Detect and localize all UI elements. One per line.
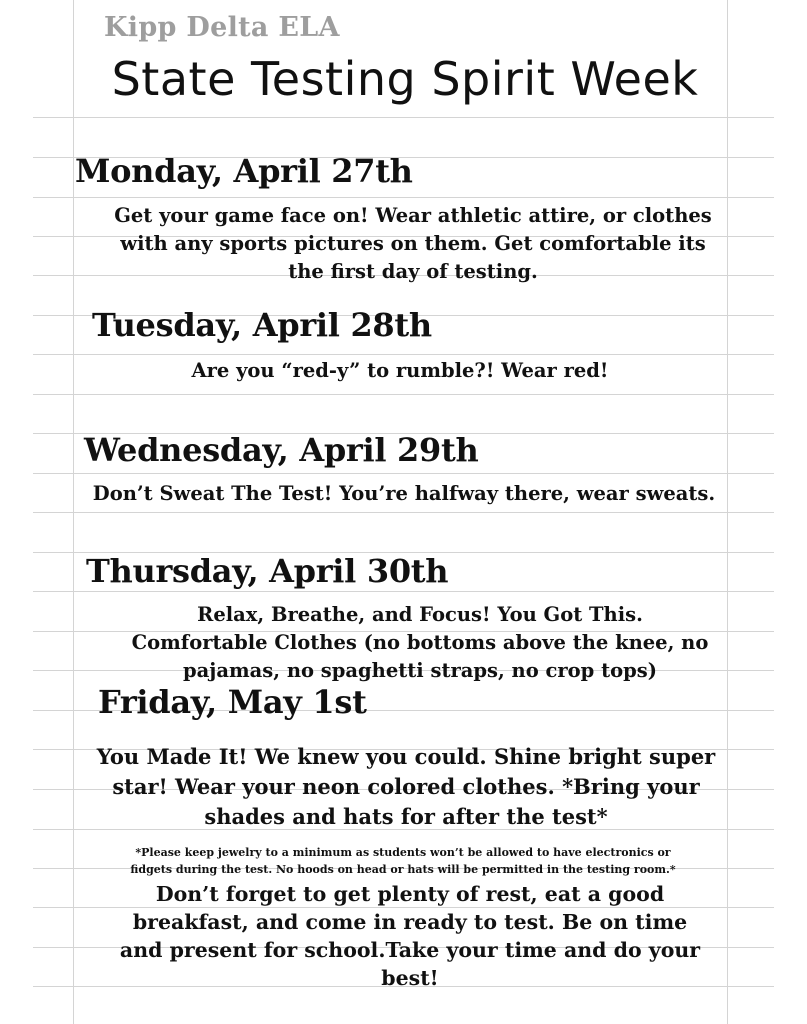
description-line: Comfortable Clothes (no bottoms above the knee, no <box>131 631 709 654</box>
closing-line: breakfast, and come in ready to test. Be on time <box>132 910 688 934</box>
description-line: Get your game face on! Wear athletic attire, or clothes <box>114 204 712 227</box>
closing-message <box>80 880 740 992</box>
ruled-line <box>33 394 774 395</box>
description-line: pajamas, no spaghetti straps, no crop tops) <box>183 659 657 682</box>
ruled-line <box>33 591 774 592</box>
description-line: You Made It! We knew you could. Shine bright super <box>96 744 716 769</box>
day-heading-wednesday: Wednesday, April 29th <box>84 431 479 469</box>
description-line: shades and hats for after the test* <box>204 804 608 829</box>
closing-line: best! <box>381 966 439 990</box>
day-description-friday <box>70 742 742 832</box>
description-line: with any sports pictures on them. Get comfortable its <box>120 232 706 255</box>
margin-line <box>727 0 728 1024</box>
day-heading-tuesday: Tuesday, April 28th <box>92 306 432 344</box>
margin-line <box>73 0 74 1024</box>
note-line: *Please keep jewelry to a minimum as students won’t be allowed to have electronics or <box>135 846 671 859</box>
day-description-monday <box>80 202 746 286</box>
closing-line: and present for school.Take your time and do your <box>119 938 701 962</box>
day-heading-thursday: Thursday, April 30th <box>86 552 449 590</box>
closing-line: Don’t forget to get plenty of rest, eat a good <box>155 882 665 906</box>
testing-rules-note <box>80 844 726 878</box>
ruled-line <box>33 197 774 198</box>
ruled-line <box>33 473 774 474</box>
ruled-line <box>33 512 774 513</box>
description-line: Are you “red-y” to rumble?! Wear red! <box>191 359 609 382</box>
day-heading-monday: Monday, April 27th <box>75 152 413 190</box>
description-line: the first day of testing. <box>288 260 538 283</box>
organization-name: Kipp Delta ELA <box>104 12 340 43</box>
description-line: Don’t Sweat The Test! You’re halfway there, wear sweats. <box>92 482 716 505</box>
day-description-tuesday <box>80 357 720 385</box>
day-description-thursday <box>100 601 740 685</box>
description-line: star! Wear your neon colored clothes. *Bring your <box>112 774 700 799</box>
day-description-wednesday <box>76 480 732 508</box>
page-title: State Testing Spirit Week <box>111 52 699 106</box>
ruled-line <box>33 354 774 355</box>
ruled-line <box>33 117 774 118</box>
note-line: fidgets during the test. No hoods on head or hats will be permitted in the testing room.* <box>130 863 676 876</box>
day-heading-friday: Friday, May 1st <box>98 683 367 721</box>
description-line: Relax, Breathe, and Focus! You Got This. <box>197 603 643 626</box>
